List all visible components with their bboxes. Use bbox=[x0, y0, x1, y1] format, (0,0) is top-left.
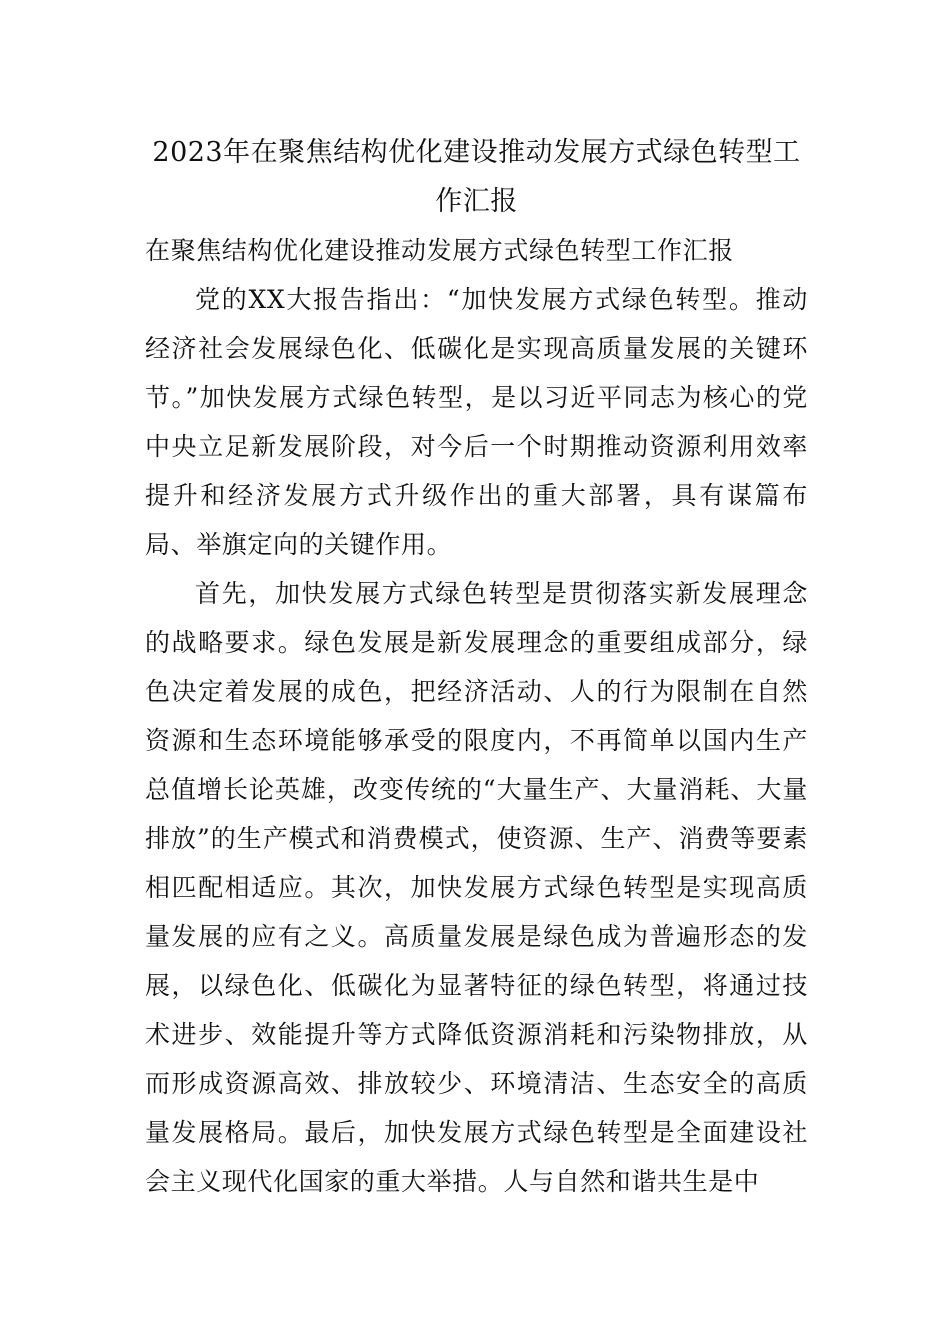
document-subtitle: 在聚焦结构优化建设推动发展方式绿色转型工作汇报 bbox=[145, 236, 734, 265]
document-title: 2023年在聚焦结构优化建设推动发展方式绿色转型工作汇报 bbox=[152, 137, 801, 217]
paragraph-intro: 党的XX大报告指出：“加快发展方式绿色转型。推动经济社会发展绿色化、低碳化是实现高质量发展的关键环节。”加快发展方式绿色转型，是以习近平同志为核心的党中央立足新发展阶段，对今后一个时期推动资源利用效率提升和经济发展方式升级作出的重大部署，具有谋篇布局、举旗定向的关键作用。 bbox=[145, 285, 808, 559]
document-body bbox=[145, 128, 808, 1206]
paragraph-main: 首先，加快发展方式绿色转型是贯彻落实新发展理念的战略要求。绿色发展是新发展理念的重要组成部分，绿色决定着发展的成色，把经济活动、人的行为限制在自然资源和生态环境能够承受的限度内，不再简单以国内生产总值增长论英雄，改变传统的“大量生产、大量消耗、大量排放”的生产模式和消费模式，使资源、生产、消费等要素相匹配相适应。其次，加快发展方式绿色转型是实现高质量发展的应有之义。高质量发展是绿色成为普遍形态的发展，以绿色化、低碳化为显著特征的绿色转型，将通过技术进步、效能提升等方式降低资源消耗和污染物排放，从而形成资源高效、排放较少、环境清洁、生态安全的高质量发展格局。最后，加快发展方式绿色转型是全面建设社会主义现代化国家的重大举措。人与自然和谐共生是中 bbox=[145, 579, 808, 1196]
